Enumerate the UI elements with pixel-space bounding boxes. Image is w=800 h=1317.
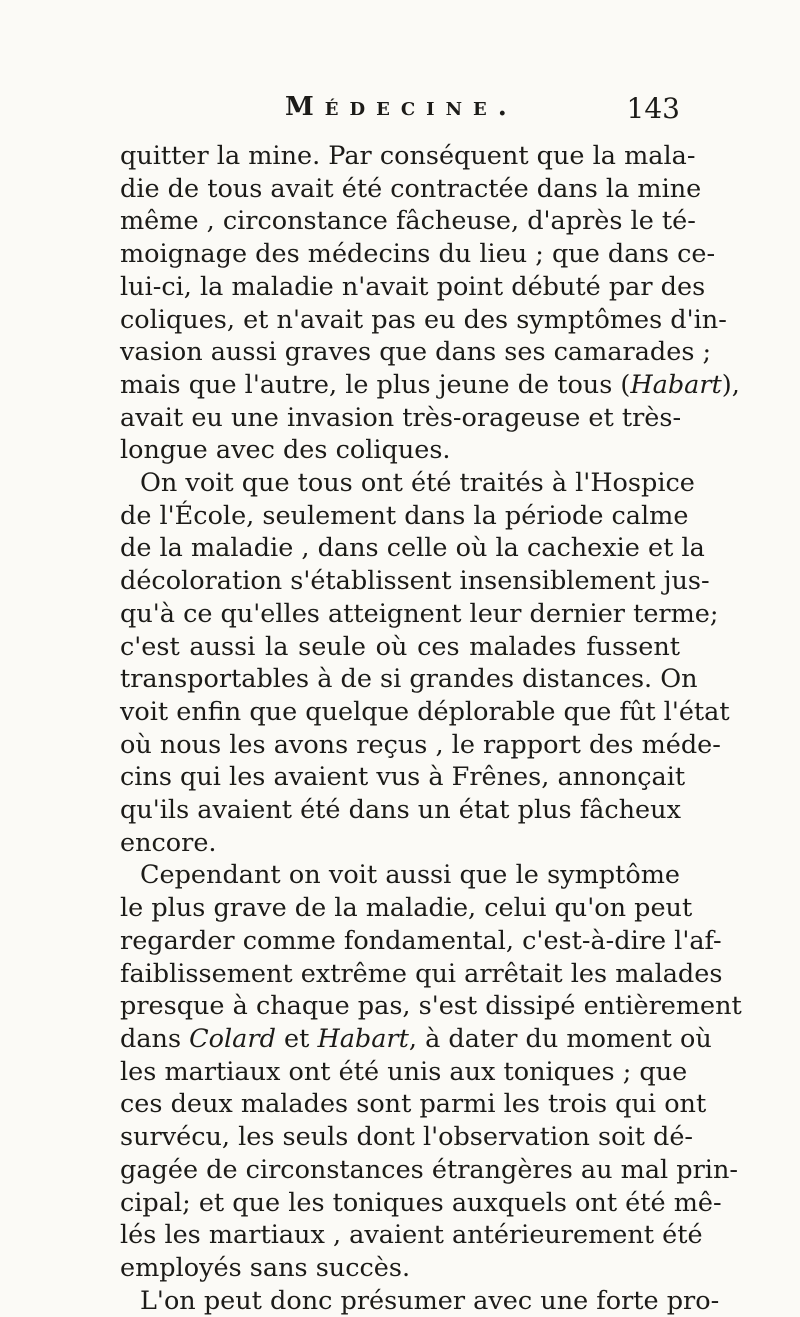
text-segment: quitter la mine. Par conséquent que la mala- bbox=[120, 141, 696, 171]
text-line bbox=[120, 859, 680, 892]
text-line bbox=[120, 990, 742, 1023]
text-line bbox=[120, 565, 710, 598]
text-segment: employés sans succès. bbox=[120, 1252, 411, 1283]
text-line bbox=[120, 663, 698, 696]
text-line bbox=[120, 1056, 688, 1089]
text-segment: lés les martiaux , avaient antérieurement été bbox=[120, 1220, 703, 1251]
text-line bbox=[120, 925, 722, 958]
text-line bbox=[120, 336, 712, 369]
text-line bbox=[120, 958, 723, 991]
text-segment: presque à chaque pas, s'est dissipé entièrement bbox=[120, 991, 742, 1022]
text-segment: vasion aussi graves que dans ses camarades ; bbox=[120, 337, 712, 368]
paragraph bbox=[120, 859, 742, 1284]
text-line bbox=[120, 1023, 712, 1056]
text-line bbox=[120, 1187, 722, 1220]
text-line bbox=[120, 598, 719, 631]
text-segment: mais que l'autre, le plus jeune de tous ( bbox=[120, 369, 631, 400]
text-segment: faiblissement extrême qui arrêtait les malades bbox=[120, 958, 723, 989]
text-line bbox=[120, 140, 696, 173]
text-segment: de l'École, seulement dans la période calme bbox=[120, 500, 689, 531]
text-segment: regarder comme fondamental, c'est-à-dire l'af- bbox=[120, 925, 722, 956]
text-segment: gagée de circonstances étrangères au mal prin- bbox=[120, 1154, 738, 1185]
text-line bbox=[120, 892, 693, 925]
text-segment: même , circonstance fâcheuse, d'après le té- bbox=[120, 206, 696, 237]
text-line bbox=[120, 1219, 703, 1252]
text-line bbox=[120, 173, 702, 206]
text-segment: dans bbox=[120, 1023, 190, 1054]
text-segment: les martiaux ont été unis aux toniques ; que bbox=[120, 1056, 688, 1087]
text-segment: cipal; et que les toniques auxquels ont été mê- bbox=[120, 1187, 722, 1218]
text-segment: voit enfin que quelque déplorable que fût l'état bbox=[120, 696, 730, 727]
text-line bbox=[120, 1285, 720, 1317]
text-line bbox=[120, 794, 680, 827]
text-segment: transportables à de si grandes distances. On bbox=[120, 664, 698, 695]
text-segment: die de tous avait été contractée dans la mine bbox=[120, 173, 702, 204]
page-header bbox=[120, 92, 680, 132]
text-segment: qu'à ce qu'elles atteignent leur dernier terme; bbox=[120, 598, 719, 629]
text-line bbox=[120, 467, 695, 500]
body-text bbox=[120, 140, 742, 1317]
text-segment: et bbox=[275, 1023, 318, 1054]
text-line bbox=[120, 827, 680, 860]
text-segment: survécu, les seuls dont l'observation soit dé- bbox=[120, 1122, 694, 1153]
text-segment: encore. bbox=[120, 827, 217, 858]
text-segment: le plus grave de la maladie, celui qu'on peut bbox=[120, 893, 693, 924]
text-line bbox=[120, 1088, 707, 1121]
text-line bbox=[120, 729, 721, 762]
text-segment: coliques, et n'avait pas eu des symptômes d'in- bbox=[120, 304, 727, 335]
text-line bbox=[120, 761, 686, 794]
text-line bbox=[120, 1121, 694, 1154]
text-line bbox=[120, 1154, 738, 1187]
text-segment: où nous les avons reçus , le rapport des méde- bbox=[120, 729, 721, 760]
text-segment: longue avec des coliques. bbox=[120, 435, 451, 466]
text-line bbox=[120, 271, 706, 304]
text-line bbox=[120, 696, 730, 729]
text-segment: c'est aussi la seule où ces malades fussent bbox=[120, 631, 680, 662]
page-number: 143 bbox=[626, 92, 680, 125]
text-segment: de la maladie , dans celle où la cachexie et la bbox=[120, 533, 705, 564]
text-line bbox=[120, 434, 680, 467]
paragraph bbox=[120, 1285, 720, 1317]
italic-name: Colard bbox=[189, 1023, 276, 1054]
text-line bbox=[120, 238, 716, 271]
text-segment: moignage des médecins du lieu ; que dans ce- bbox=[120, 239, 716, 270]
text-segment: L'on peut donc présumer avec une forte pro- bbox=[140, 1285, 720, 1316]
text-line bbox=[120, 304, 727, 337]
text-segment: ), bbox=[721, 369, 740, 400]
italic-name: Habart bbox=[317, 1023, 409, 1054]
text-segment: , à dater du moment où bbox=[408, 1023, 712, 1054]
text-segment: qu'ils avaient été dans un état plus fâcheux bbox=[120, 795, 681, 826]
text-line bbox=[120, 500, 689, 533]
paragraph bbox=[120, 140, 740, 467]
text-segment: décoloration s'établissent insensiblement jus- bbox=[120, 566, 710, 597]
text-segment: On voit que tous ont été traités à l'Hospice bbox=[140, 468, 695, 499]
text-segment: ces deux malades sont parmi les trois qui ont bbox=[120, 1089, 707, 1120]
text-line bbox=[120, 369, 740, 402]
text-line bbox=[120, 1252, 680, 1285]
text-line bbox=[120, 402, 680, 435]
text-segment: lui-ci, la maladie n'avait point débuté par des bbox=[120, 271, 706, 302]
text-segment: Cependant on voit aussi que le symptôme bbox=[140, 860, 680, 891]
italic-name: Habart bbox=[630, 369, 722, 400]
text-line bbox=[120, 631, 680, 664]
text-line bbox=[120, 532, 705, 565]
text-segment: avait eu une invasion très-orageuse et très- bbox=[120, 402, 682, 433]
paragraph bbox=[120, 467, 730, 859]
text-line bbox=[120, 205, 696, 238]
text-segment: cins qui les avaient vus à Frênes, annonçait bbox=[120, 762, 686, 793]
running-title: Médecine. bbox=[285, 92, 518, 122]
